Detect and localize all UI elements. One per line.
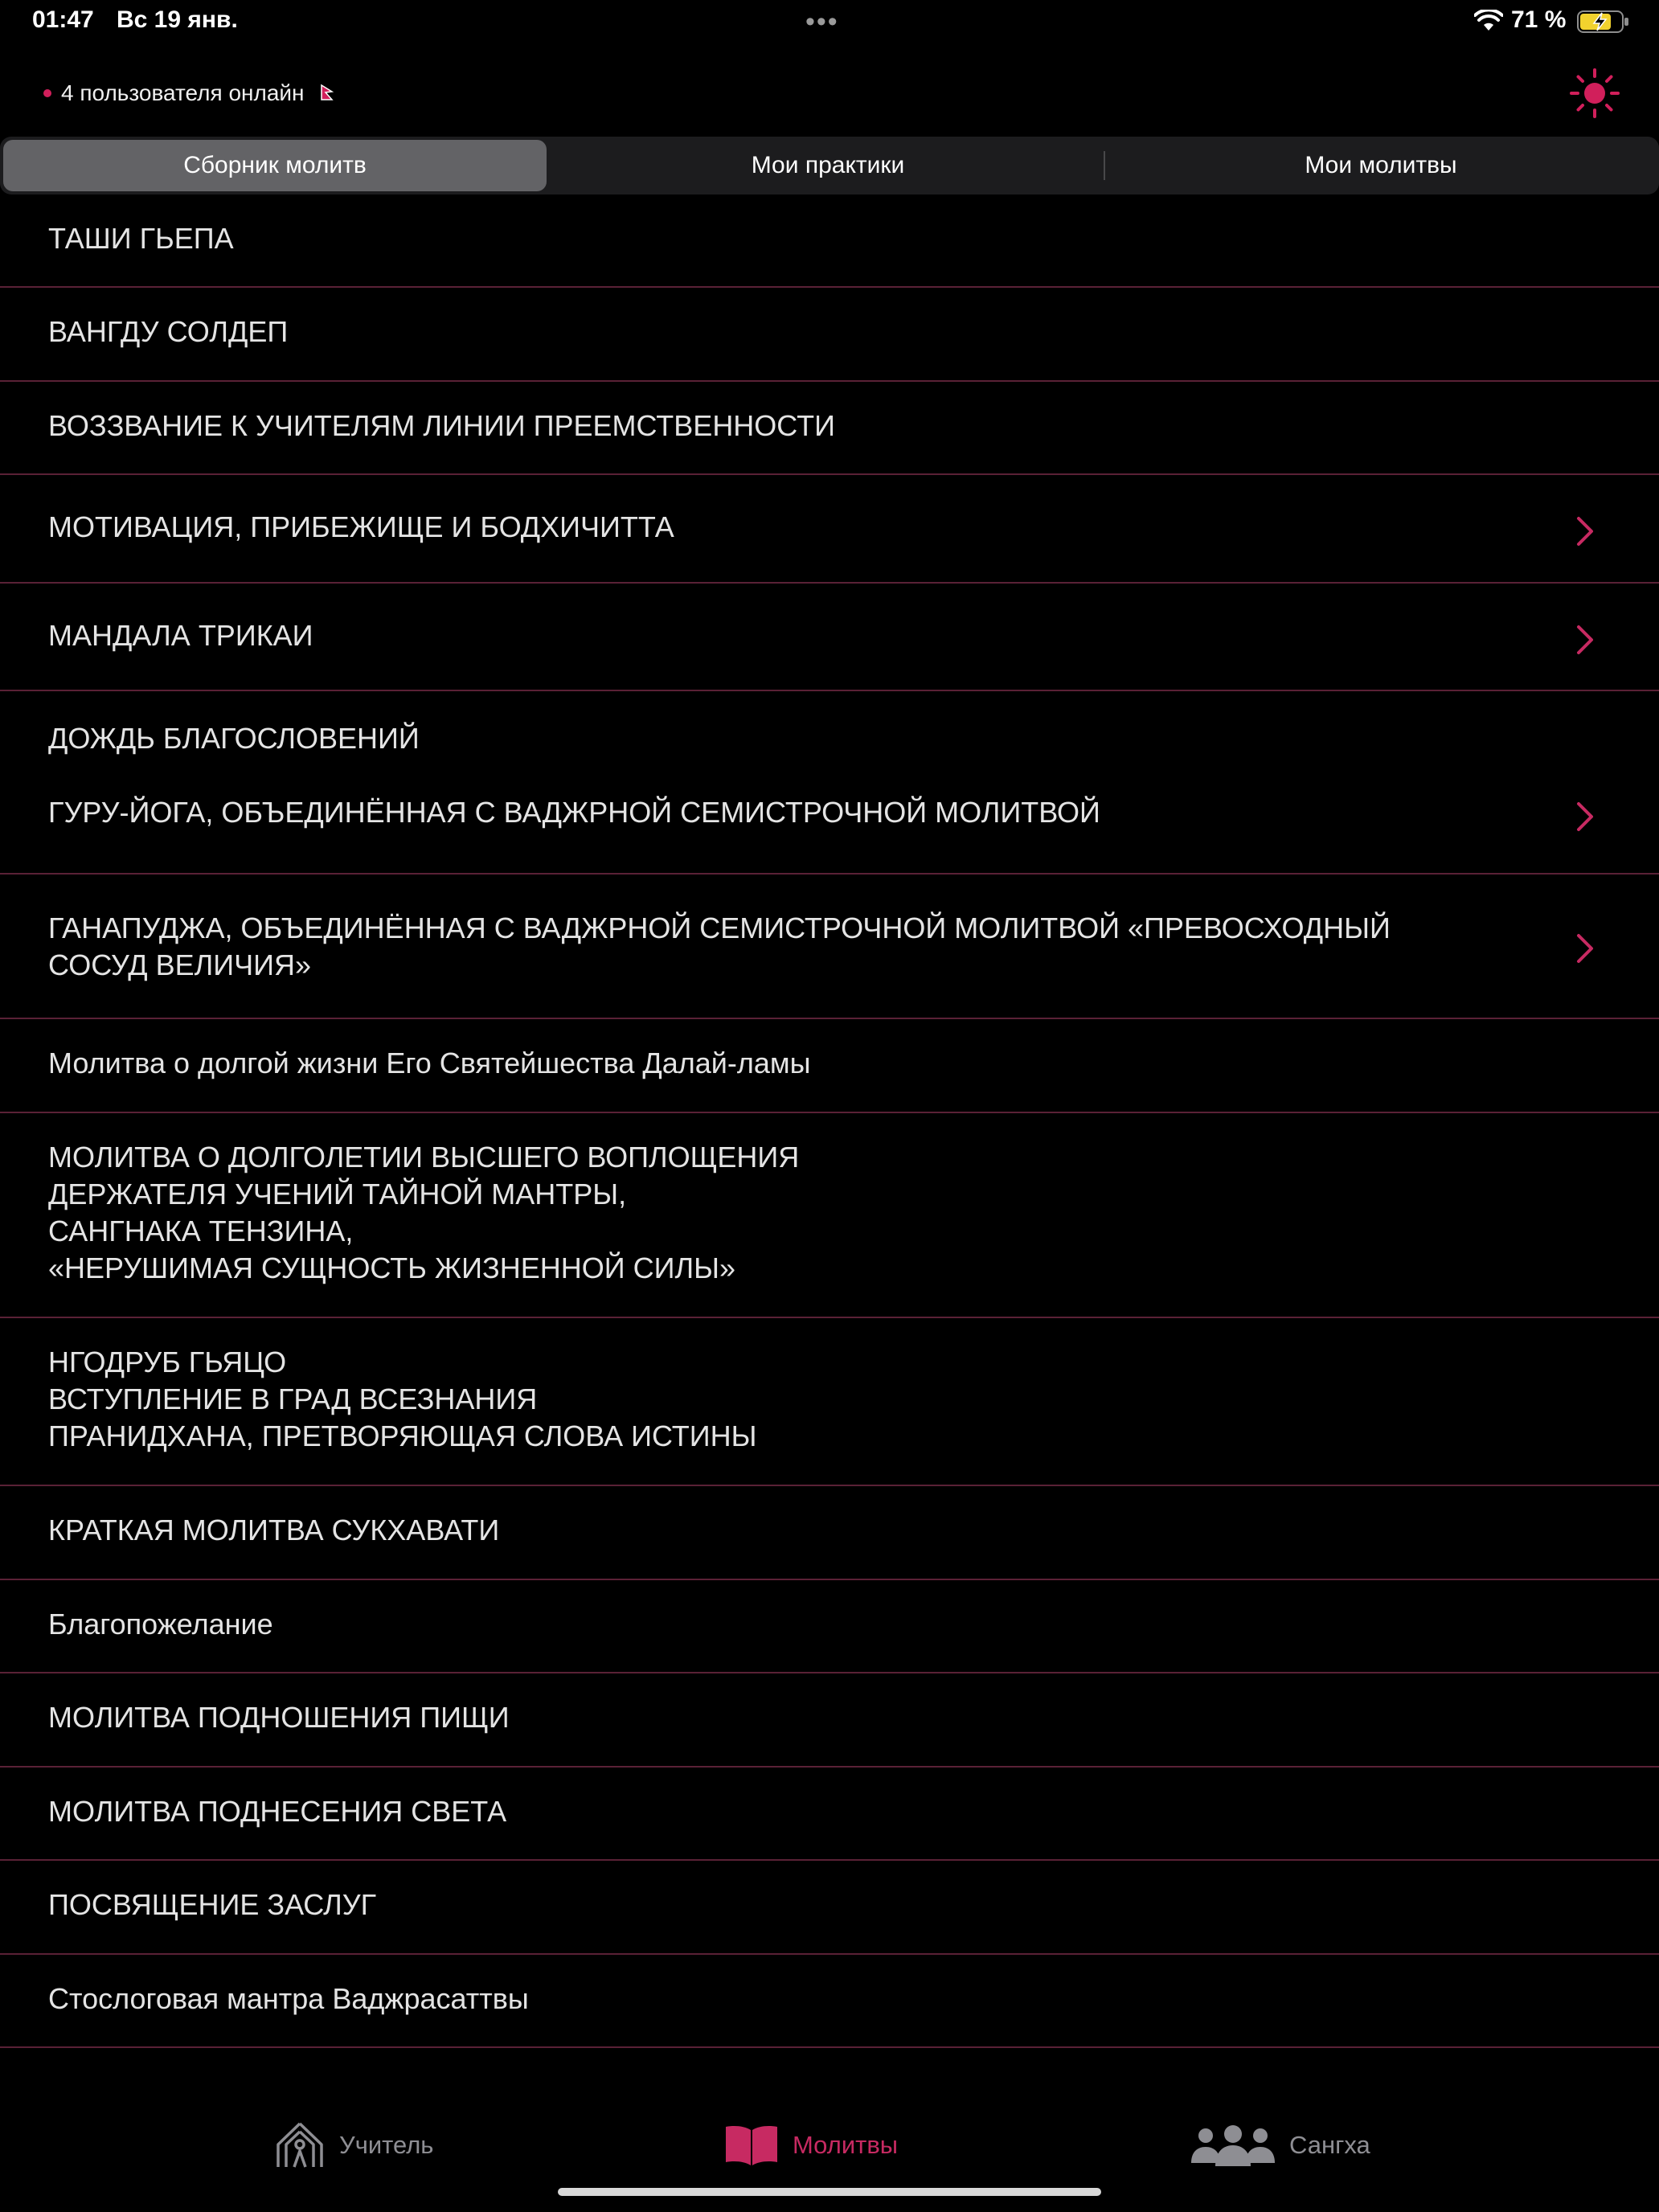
list-item-title: МАНДАЛА ТРИКАИ <box>48 619 313 652</box>
list-item-title: ВАНГДУ СОЛДЕП <box>48 315 289 348</box>
list-item[interactable] <box>0 691 1659 875</box>
chevron-right-icon <box>1574 624 1596 656</box>
list-item-title: Молитва о долгой жизни Его Святейшества Далай-ламы <box>48 1047 811 1079</box>
tab-prayers[interactable] <box>723 2117 898 2173</box>
tab-my-prayers[interactable]: Мои молитвы <box>1305 152 1457 178</box>
list-item[interactable] <box>0 1580 1659 1673</box>
list-item-title: ДОЖДЬ БЛАГОСЛОВЕНИЙ <box>48 722 420 755</box>
chevron-right-icon <box>1574 932 1596 965</box>
flag-icon <box>319 84 335 103</box>
list-item-title: ГАНАПУДЖА, ОБЪЕДИНЁННАЯ С ВАДЖРНОЙ СЕМИСТРОЧНОЙ МОЛИТВОЙ «ПРЕВОСХОДНЫЙ СОСУД ВЕЛИЧИЯ» <box>48 911 1391 981</box>
battery-charging-icon <box>1577 10 1630 34</box>
list-item-title: ТАШИ ГЬЕПА <box>48 222 234 255</box>
teacher-icon <box>273 2120 326 2170</box>
list-item-title: Стослоговая мантра Ваджрасаттвы <box>48 1982 529 2015</box>
list-item[interactable] <box>0 1768 1659 1861</box>
tab-teacher[interactable] <box>273 2117 433 2173</box>
online-status-dot <box>43 89 51 97</box>
list-item-title: ВОЗЗВАНИЕ К УЧИТЕЛЯМ ЛИНИИ ПРЕЕМСТВЕННОСТИ <box>48 409 835 442</box>
multitasking-dots-icon[interactable]: ••• <box>805 6 839 37</box>
chevron-right-icon <box>1574 801 1596 833</box>
list-item-subtitle: ГУРУ-ЙОГА, ОБЪЕДИНЁННАЯ С ВАДЖРНОЙ СЕМИСТРОЧНОЙ МОЛИТВОЙ <box>48 796 1100 829</box>
list-item[interactable] <box>0 1673 1659 1768</box>
chevron-right-icon <box>1574 515 1596 547</box>
list-item[interactable] <box>0 382 1659 475</box>
status-time: 01:47 <box>32 6 94 33</box>
wifi-icon <box>1474 10 1503 32</box>
list-item-title: ПОСВЯЩЕНИЕ ЗАСЛУГ <box>48 1888 377 1921</box>
tab-sangha-label: Сангха <box>1289 2131 1370 2159</box>
tab-prayer-collection[interactable]: Сборник молитв <box>3 140 547 191</box>
list-item[interactable] <box>0 1318 1659 1486</box>
tab-prayers-label: Молитвы <box>793 2131 899 2159</box>
status-bar <box>0 0 1659 45</box>
battery-percent: 71 % <box>1511 6 1567 33</box>
tab-sangha[interactable] <box>1190 2117 1370 2173</box>
list-item-title: НГОДРУБ ГЬЯЦО ВСТУПЛЕНИЕ В ГРАД ВСЕЗНАНИЯ ПРАНИДХАНА, ПРЕТВОРЯЮЩАЯ СЛОВА ИСТИНЫ <box>48 1346 757 1452</box>
list-item[interactable] <box>0 195 1659 288</box>
prayer-list <box>0 195 1659 2048</box>
list-item[interactable] <box>0 1113 1659 1318</box>
list-item[interactable] <box>0 584 1659 691</box>
list-item[interactable] <box>0 1861 1659 1955</box>
segment-divider <box>1104 151 1105 180</box>
list-item-title: МОТИВАЦИЯ, ПРИБЕЖИЩЕ И БОДХИЧИТТА <box>48 510 674 543</box>
tab-teacher-label: Учитель <box>339 2131 434 2159</box>
status-date: Вс 19 янв. <box>117 6 238 33</box>
group-icon <box>1190 2124 1276 2166</box>
sun-theme-toggle-icon[interactable] <box>1569 68 1620 119</box>
list-item[interactable] <box>0 1019 1659 1113</box>
list-item[interactable] <box>0 875 1659 1019</box>
list-item-title: МОЛИТВА О ДОЛГОЛЕТИИ ВЫСШЕГО ВОПЛОЩЕНИЯ ДЕРЖАТЕЛЯ УЧЕНИЙ ТАЙНОЙ МАНТРЫ, САНГНАКА ТЕНЗИНА, «НЕРУШИМАЯ СУЩНОСТЬ ЖИЗНЕННОЙ СИЛЫ» <box>48 1141 800 1284</box>
online-users-indicator[interactable] <box>43 77 335 109</box>
home-indicator[interactable] <box>558 2188 1101 2196</box>
tab-my-practices[interactable]: Мои практики <box>751 152 905 178</box>
list-item-title: Благопожелание <box>48 1608 273 1641</box>
list-item-title: МОЛИТВА ПОДНЕСЕНИЯ СВЕТА <box>48 1795 507 1828</box>
list-item[interactable] <box>0 288 1659 382</box>
online-users-text: 4 пользователя онлайн <box>61 80 305 105</box>
list-item[interactable] <box>0 475 1659 584</box>
list-item-title: МОЛИТВА ПОДНОШЕНИЯ ПИЩИ <box>48 1701 510 1734</box>
list-item[interactable] <box>0 1486 1659 1580</box>
list-item-title: КРАТКАЯ МОЛИТВА СУКХАВАТИ <box>48 1514 500 1546</box>
segmented-control <box>0 137 1659 195</box>
book-icon <box>723 2124 780 2167</box>
list-item[interactable] <box>0 1955 1659 2048</box>
